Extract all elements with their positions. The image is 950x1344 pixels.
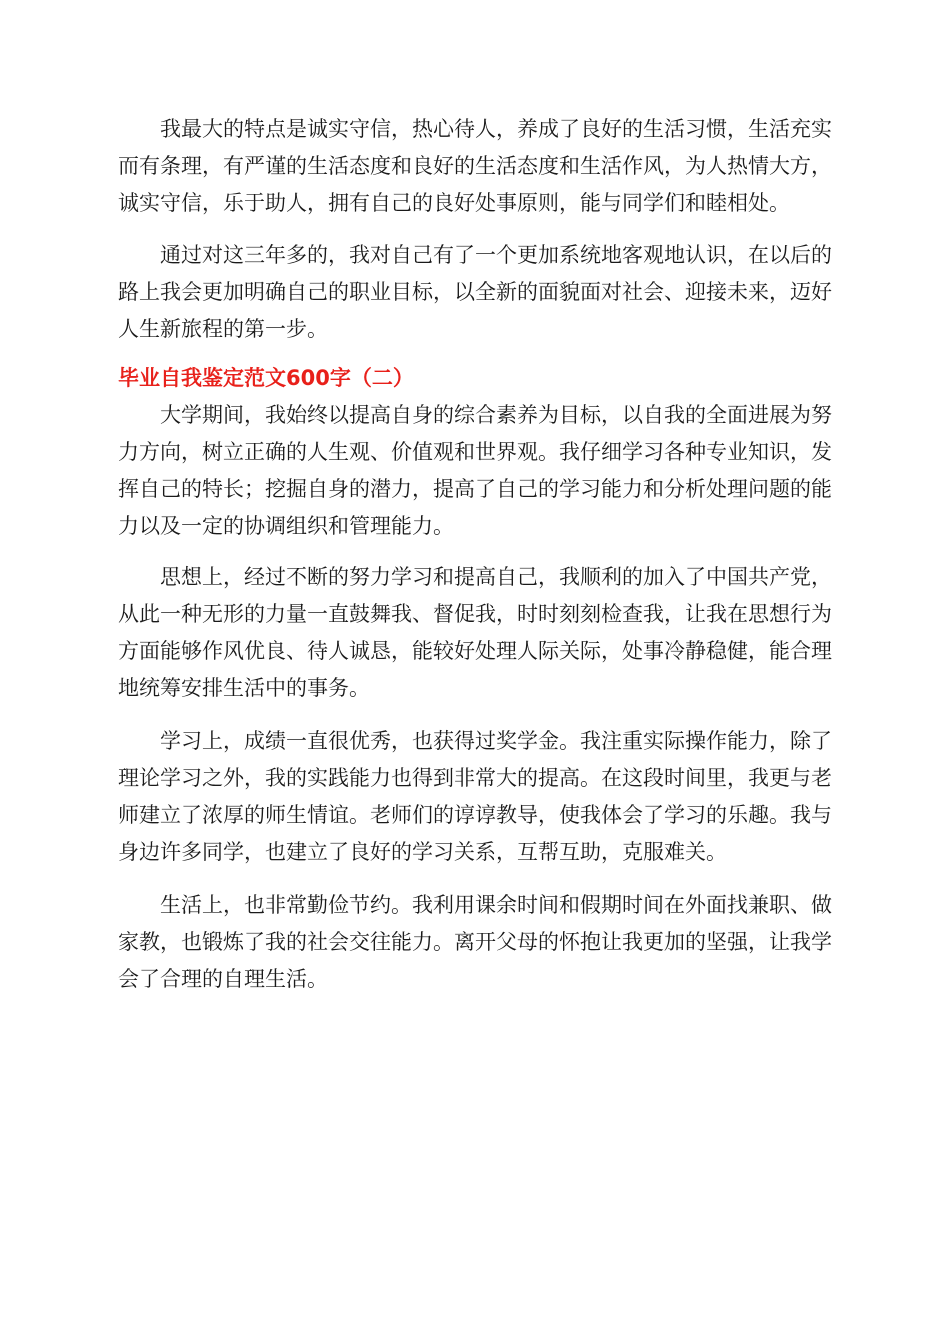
document-body (118, 111, 832, 1014)
paragraph-life: 生活上，也非常勤俭节约。我利用课余时间和假期时间在外面找兼职、做家教，也锻炼了我的社会交往能力。离开父母的怀抱让我更加的坚强，让我学会了合理的自理生活。 (118, 893, 832, 991)
paragraph-conclusion: 通过对这三年多的，我对自己有了一个更加系统地客观地认识，在以后的路上我会更加明确自己的职业目标，以全新的面貌面对社会、迎接未来，迈好人生新旅程的第一步。 (118, 243, 832, 341)
paragraph-study: 学习上，成绩一直很优秀，也获得过奖学金。我注重实际操作能力，除了理论学习之外，我的实践能力也得到非常大的提高。在这段时间里，我更与老师建立了浓厚的师生情谊。老师们的谆谆教导，使我体会了学习的乐趣。我与身边许多同学，也建立了良好的学习关系，互帮互助，克服难关。 (118, 729, 832, 864)
paragraph-university: 大学期间，我始终以提高自身的综合素养为目标，以自我的全面进展为努力方向，树立正确的人生观、价值观和世界观。我仔细学习各种专业知识，发挥自己的特长；挖掘自身的潜力，提高了自己的学习能力和分析处理问题的能力以及一定的协调组织和管理能力。 (118, 403, 832, 538)
paragraph-ideology: 思想上，经过不断的努力学习和提高自己，我顺利的加入了中国共产党，从此一种无形的力量一直鼓舞我、督促我，时时刻刻检查我，让我在思想行为方面能够作风优良、待人诚恳，能较好处理人际关际，处事冷静稳健，能合理地统筹安排生活中的事务。 (118, 565, 832, 700)
paragraph-personality: 我最大的特点是诚实守信，热心待人，养成了良好的生活习惯，生活充实而有条理，有严谨的生活态度和良好的生活态度和生活作风，为人热情大方，诚实守信，乐于助人，拥有自己的良好处事原则，能与同学们和睦相处。 (118, 117, 832, 215)
section-heading: 毕业自我鉴定范文600字（二） (118, 366, 414, 390)
